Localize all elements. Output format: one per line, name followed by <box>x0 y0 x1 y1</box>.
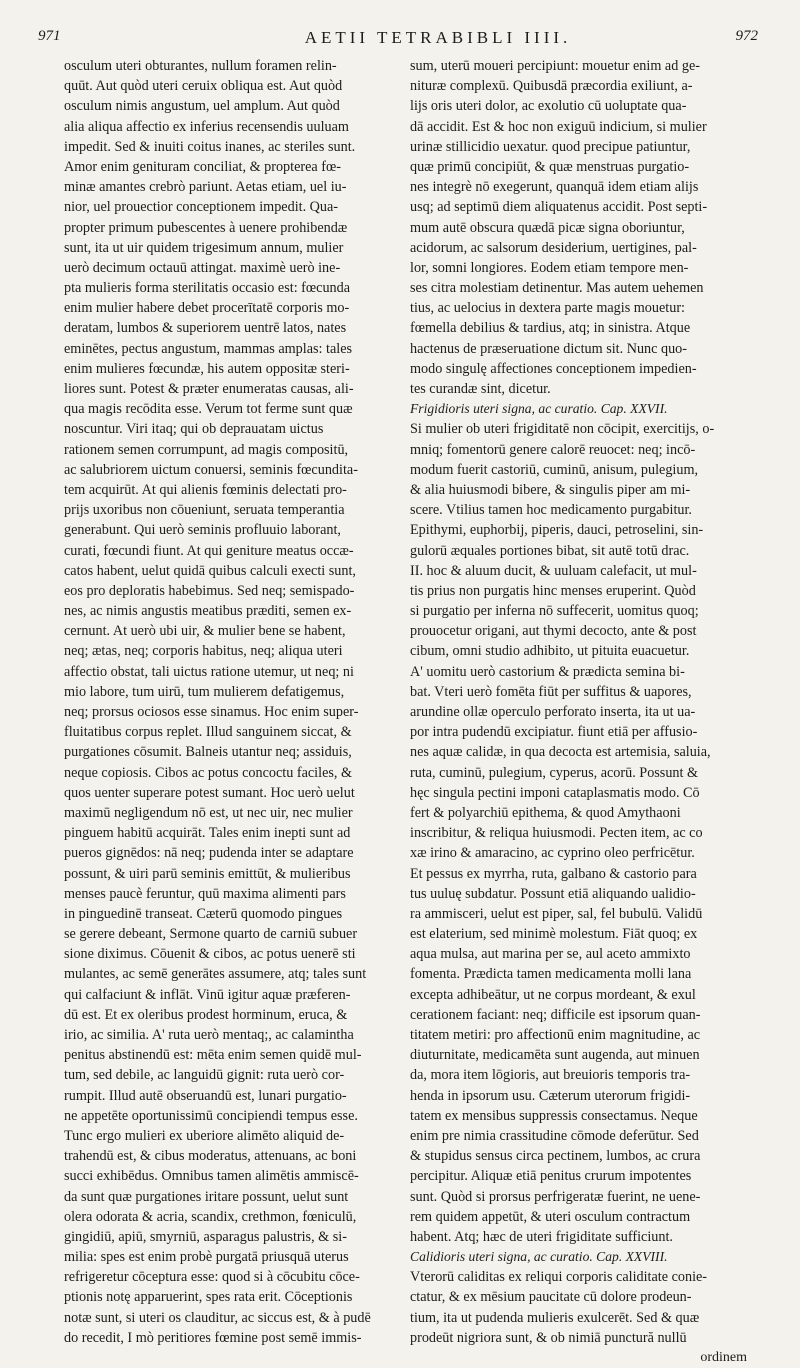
text-line: se gerere debeant, Sermone quarto de carniū subuer <box>64 926 358 943</box>
text-line: hęc singula pectini imponi cataplasmatis modo. Cō <box>410 784 700 801</box>
left-column <box>64 56 399 1348</box>
text-line: henda in ipsorum usu. Cæterum uterorum frigidi- <box>410 1087 691 1104</box>
text-line: qua magis recōdita esse. Verum tot ferme sunt quæ <box>64 401 353 418</box>
text-line: tus uuluę subdatur. Possunt etiā aliquando ualidio- <box>410 885 696 902</box>
text-line: neq; ætas, neq; corporis habitus, neq; aliqua uteri <box>64 643 343 660</box>
text-line: nes integrè nō exegerunt, quanquā idem etiam alijs <box>410 179 699 196</box>
text-line: si purgatio per inferna nō suffecerit, uomitus quoq; <box>410 603 699 620</box>
text-line: tis prius non purgatis hinc menses eruperint. Quòd <box>410 582 696 599</box>
text-line: Tunc ergo mulieri ex uberiore alimēto aliquid de- <box>64 1127 345 1144</box>
text-line: cibum, omni studio adhibito, ut pituita euacuetur. <box>410 643 690 660</box>
text-line: ruta, cuminū, pulegium, cyperus, acorū. Possunt & <box>410 764 699 781</box>
text-line: nes, ac nimis angustis meatibus præditi, semen ex- <box>64 603 352 620</box>
text-line: percipitur. Aliquæ etiā penitus crurum impotentes <box>410 1168 692 1185</box>
text-line: mum autē obscura quædā picæ signa oboriuntur, <box>410 219 685 236</box>
text-line: excepta adhibeātur, ut ne corpus mordeant, & exul <box>410 986 696 1003</box>
text-line: ac salubriorem uictum conuersi, seminis fœcundita- <box>64 461 358 478</box>
text-line: osculum uteri obturantes, nullum foramen relin- <box>64 58 337 74</box>
text-line: penitus abstinendū est: mēta enim semen quidē mul- <box>64 1047 362 1064</box>
text-line: pta mulieris forma sterilitatis occasio est: fœcunda <box>64 280 351 297</box>
text-line: tem acquirūt. At qui alienis fœminis delectati pro- <box>64 481 347 498</box>
text-line: eminētes, pectus angustum, mammas amplas: tales <box>64 340 353 357</box>
text-line: scere. Vtilius tamen hoc medicamento purgabitur. <box>410 502 692 519</box>
text-line: bat. Vteri uerò fomēta fiūt per suffitus & uapores, <box>410 683 692 700</box>
text-line: alia aliqua affectio ex inferius recensendis uuluam <box>64 118 349 135</box>
text-line: aqua mulsa, aut marina per se, aul aceto ammixto <box>410 946 691 963</box>
text-line: urinæ stillicidio uexatur. quod precipue patiuntur, <box>410 138 691 155</box>
text-line: cerationem faciant: neq; difficile est ipsorum quan- <box>410 1006 701 1023</box>
catchword: ordinem <box>700 1350 747 1365</box>
text-line: sunt. Quòd si prorsus perfrigeratæ fuerint, ne uene- <box>410 1188 701 1205</box>
text-line: prijs uxoribus non cōueniunt, seruata temperantia <box>64 502 345 519</box>
text-line: gulorū æquales portiones bibat, sit autē totū drac. <box>410 542 690 559</box>
text-line: fomenta. Prædicta tamen medicamenta molli lana <box>410 966 692 983</box>
text-line: gingidiū, apiū, smyrniū, asparagus palustris, & si- <box>64 1228 347 1245</box>
text-line: neq; prorsus ociosos esse sinamus. Hoc enim super- <box>64 704 359 720</box>
text-line: usq; ad septimū diem aliquatenus accidit. Post septi- <box>410 199 708 216</box>
text-line: tium, ita ut pudenda mulieris exulcerēt. Sed & quæ <box>410 1309 700 1326</box>
text-line: succi exhibēdus. Omnibus tamen alimētis ammiscē- <box>64 1168 359 1185</box>
text-line: minæ amantes crebrò pariunt. Aetas etiam, uel iu- <box>64 179 347 196</box>
text-line: rationem semen corrumpunt, ad magis compositū, <box>64 441 349 458</box>
folio-right: 972 <box>735 28 758 44</box>
text-line: mniq; fomentorū genere calorē reuocet: neq; incō- <box>410 441 696 458</box>
text-line: noscuntur. Viri itaq; qui ob deprauatam uictus <box>64 421 324 438</box>
text-line: fert & polyarchiū epithema, & quod Amythaoni <box>410 804 681 821</box>
chapter-heading: Calidioris uteri signa, ac curatio. Cap. XXVIII. <box>410 1249 668 1265</box>
text-line: ra ammisceri, uelut est piper, sal, fel bubulū. Validū <box>410 905 703 922</box>
text-line: affectio obstat, tali uictus ratione utemur, ut neq; ni <box>64 663 354 680</box>
text-line: ne appetēte oportunissimū concipiendi tempus esse. <box>64 1107 358 1124</box>
text-line: olera odorata & acria, scandix, crethmon, fœniculū, <box>64 1208 357 1225</box>
text-line: ses citra molestiam detinentur. Mas autem uehemen <box>410 280 704 297</box>
text-line: ptionis notę apparuerint, spes rata erit. Cōceptionis <box>64 1289 353 1306</box>
text-line: fluitatibus corpus replet. Illud sanguinem siccat, & <box>64 724 352 741</box>
text-line: possunt, & uiri parū seminis emittūt, & mulieribus <box>64 865 351 882</box>
text-line: osculum nimis angustum, uel amplum. Aut quòd <box>64 98 340 115</box>
text-line: quæ primū concipiūt, & quæ menstruas purgatio- <box>410 158 690 175</box>
text-line: fœmella debilius & tardius, atq; in sinistra. Atque <box>410 320 691 337</box>
text-line: trahendū est, & cibus moderatus, attenuans, ac boni <box>64 1148 357 1165</box>
text-line: sunt, ita ut uir quidem trigesimum annum, mulier <box>64 239 344 256</box>
text-line: lijs oris uteri dolor, ac exolutio cū uoluptate qua- <box>410 98 687 115</box>
text-line: rumpit. Illud autē obseruandū est, lunari purgatio- <box>64 1087 347 1104</box>
text-line: modum fuerit castoriū, cuminū, anisum, pulegium, <box>410 461 699 478</box>
text-line: tes curandæ sint, dicetur. <box>410 381 551 397</box>
text-line: uerò decimum octauū attingat. maximè uerò ine- <box>64 259 341 276</box>
text-line: tum, sed debile, ac languidū gignit: ruta uerò cor- <box>64 1067 345 1084</box>
text-line: II. hoc & aluum ducit, & uuluam calefacit, ut mul- <box>410 562 697 579</box>
folio-left: 971 <box>38 28 61 44</box>
text-line: cernunt. At uerò ubi uir, & mulier bene se habent, <box>64 623 346 640</box>
text-line: est elaterium, sed minimè molestum. Fiāt quoq; ex <box>410 926 698 943</box>
text-line: ctatur, & ex mēsium paucitate cū dolore prodeun- <box>410 1289 692 1306</box>
text-line: lor, somni longiores. Eodem etiam tempore men- <box>410 259 689 276</box>
text-line: Vterorū caliditas ex reliqui corporis caliditate conie- <box>410 1269 708 1286</box>
text-line: nes aquæ calidæ, in qua decocta est artemisia, saluia, <box>410 744 711 761</box>
page-header <box>38 28 758 50</box>
text-line: A' uomitu uerò castorium & prædicta semina bi- <box>410 663 685 680</box>
text-line: catos habent, uelut quidā quibus calculi execti sunt, <box>64 562 356 579</box>
text-line: & stupidus sensus circa pectinem, lumbos, ac crura <box>410 1148 701 1165</box>
text-line: tius, ac uelocius in dextera parte magis mouetur: <box>410 300 685 317</box>
text-line: por intra pudendū excipiatur. fiunt etiā per affusio- <box>410 724 698 741</box>
text-line: xæ irino & amaracino, ac cyprino oleo perfricētur. <box>410 845 695 862</box>
text-line: acidorum, ac salsorum desiderium, uertigines, pal- <box>410 239 697 256</box>
text-line: sione diximus. Cōuenit & cibos, ac potus uenerē sti <box>64 946 356 963</box>
text-line: purgationes cōsumit. Balneis utantur neq; assiduis, <box>64 744 352 761</box>
text-line: tatem ex mensibus suppressis consectamus. Neque <box>410 1107 698 1124</box>
text-line: prouocetur origani, aut thymi decocto, ante & post <box>410 623 697 640</box>
text-line: nior, uel prouectior conceptionem impedit. Qua- <box>64 199 339 216</box>
text-line: pinguem habitū acquirāt. Tales enim inepti sunt ad <box>64 825 351 842</box>
text-line: enim pre nimia crassitudine cōmode deferūtur. Sed <box>410 1127 699 1144</box>
text-line: dū est. Et ex oleribus prodest horminum, eruca, & <box>64 1006 348 1023</box>
text-line: menses paucè feruntur, quū maxima alimenti pars <box>64 885 346 902</box>
text-line: Epithymi, euphorbij, piperis, dauci, petroselini, sin- <box>410 522 704 539</box>
right-column <box>410 56 755 1368</box>
text-line: qui calfaciunt & inflāt. Vinū igitur aquæ præferen- <box>64 986 351 1003</box>
chapter-heading: Frigidioris uteri signa, ac curatio. Cap. XXVII. <box>410 401 668 417</box>
text-line: enim mulieres fœcundæ, his autem oppositæ steri- <box>64 360 350 377</box>
text-line: pueros gignēdos: nā neq; pudenda inter se adaptare <box>64 845 354 862</box>
text-line: Si mulier ob uteri frigiditatē non cōcipit, exercitijs, o- <box>410 421 715 438</box>
text-line: refrigeretur cōceptura esse: quod si à cōcubitu cōce- <box>64 1269 360 1286</box>
text-line: prodeūt nigriora sunt, & ob nimiā punctură nullū <box>410 1329 687 1346</box>
text-line: dā accidit. Est & hoc non exiguū indicium, si mulier <box>410 118 707 135</box>
text-line: curati, fœcundi fiunt. At qui geniture meatus occæ- <box>64 542 354 559</box>
text-line: mio labore, tum uirū, tum mulierem defatigemus, <box>64 683 345 700</box>
running-title: AETII TETRABIBLI IIII. <box>304 28 572 47</box>
text-line: modo singulę affectiones conceptionem impedien- <box>410 360 697 377</box>
text-line: enim mulier habere debet procerītatē corporis mo- <box>64 300 350 317</box>
text-line: hactenus de præseruatione dictum sit. Nunc quo- <box>410 340 687 357</box>
text-line: do recedit, I mò peritiores fœmine post semē immis- <box>64 1329 362 1346</box>
text-line: diuturnitate, medicamēta sunt augenda, aut minuen <box>410 1047 700 1064</box>
text-line: inscribitur, & reliqua huiusmodi. Pecten item, ac co <box>410 825 703 842</box>
text-line: deratam, lumbos & superiorem uentrē latos, nates <box>64 320 347 337</box>
text-line: & alia huiusmodi bibere, & singulis piper am mi- <box>410 481 691 498</box>
text-line: in pinguedinē transeat. Cæterū quomodo pingues <box>64 905 343 922</box>
text-line: titatem metiri: pro affectionū enim magnitudine, ac <box>410 1027 701 1043</box>
text-line: Amor enim genituram conciliat, & propterea fœ- <box>64 158 341 175</box>
text-line: quos uenter superare potest sumant. Hoc uerò uelut <box>64 784 355 801</box>
text-line: eos pro deploratis habebimus. Sed neq; semispado- <box>64 582 355 599</box>
text-line: propter primum pubescentes à uenere prohibendæ <box>64 219 348 236</box>
text-line: mulantes, ac semē generātes assumere, atq; tales sunt <box>64 966 367 983</box>
text-line: quūt. Aut quòd uteri ceruix obliqua est. Aut quòd <box>64 78 343 95</box>
text-line: notæ sunt, si uteri os clauditur, ac siccus est, & à pudē <box>64 1309 371 1326</box>
text-line: neque copiosis. Cibos ac potus concoctu faciles, & <box>64 764 353 781</box>
text-line: maximū negligendum nō est, ut nec uir, nec mulier <box>64 804 353 821</box>
text-line: nituræ complexū. Quibusdā præcordia exiliunt, a- <box>410 78 693 95</box>
text-line: da, mora item lōgioris, aut breuioris temporis tra- <box>410 1067 691 1084</box>
text-line: generabunt. Qui uerò seminis profluuio laborant, <box>64 522 341 539</box>
text-line: habent. Atq; hæc de uteri frigiditate sufficiunt. <box>410 1228 673 1245</box>
text-line: irio, ac similia. A' ruta uerò mentaq;, ac calamintha <box>64 1027 354 1043</box>
text-line: milia: spes est enim probè purgatā priusquā uterus <box>64 1249 349 1266</box>
text-line: da sunt quæ purgationes iritare possunt, uelut sunt <box>64 1188 349 1205</box>
text-line: rem quidem appetūt, & uteri osculum contractum <box>410 1208 691 1225</box>
text-line: sum, uterū moueri percipiunt: mouetur enim ad ge- <box>410 58 700 74</box>
text-line: arundine ollæ operculo perforato inserta, ita ut ua- <box>410 704 696 720</box>
text-line: impedit. Sed & inuiti coitus inanes, ac steriles sunt. <box>64 138 356 155</box>
text-line: Et pessus ex myrrha, ruta, galbano & castorio para <box>410 865 697 882</box>
text-line: liores sunt. Potest & præter enumeratas causas, ali- <box>64 381 354 397</box>
